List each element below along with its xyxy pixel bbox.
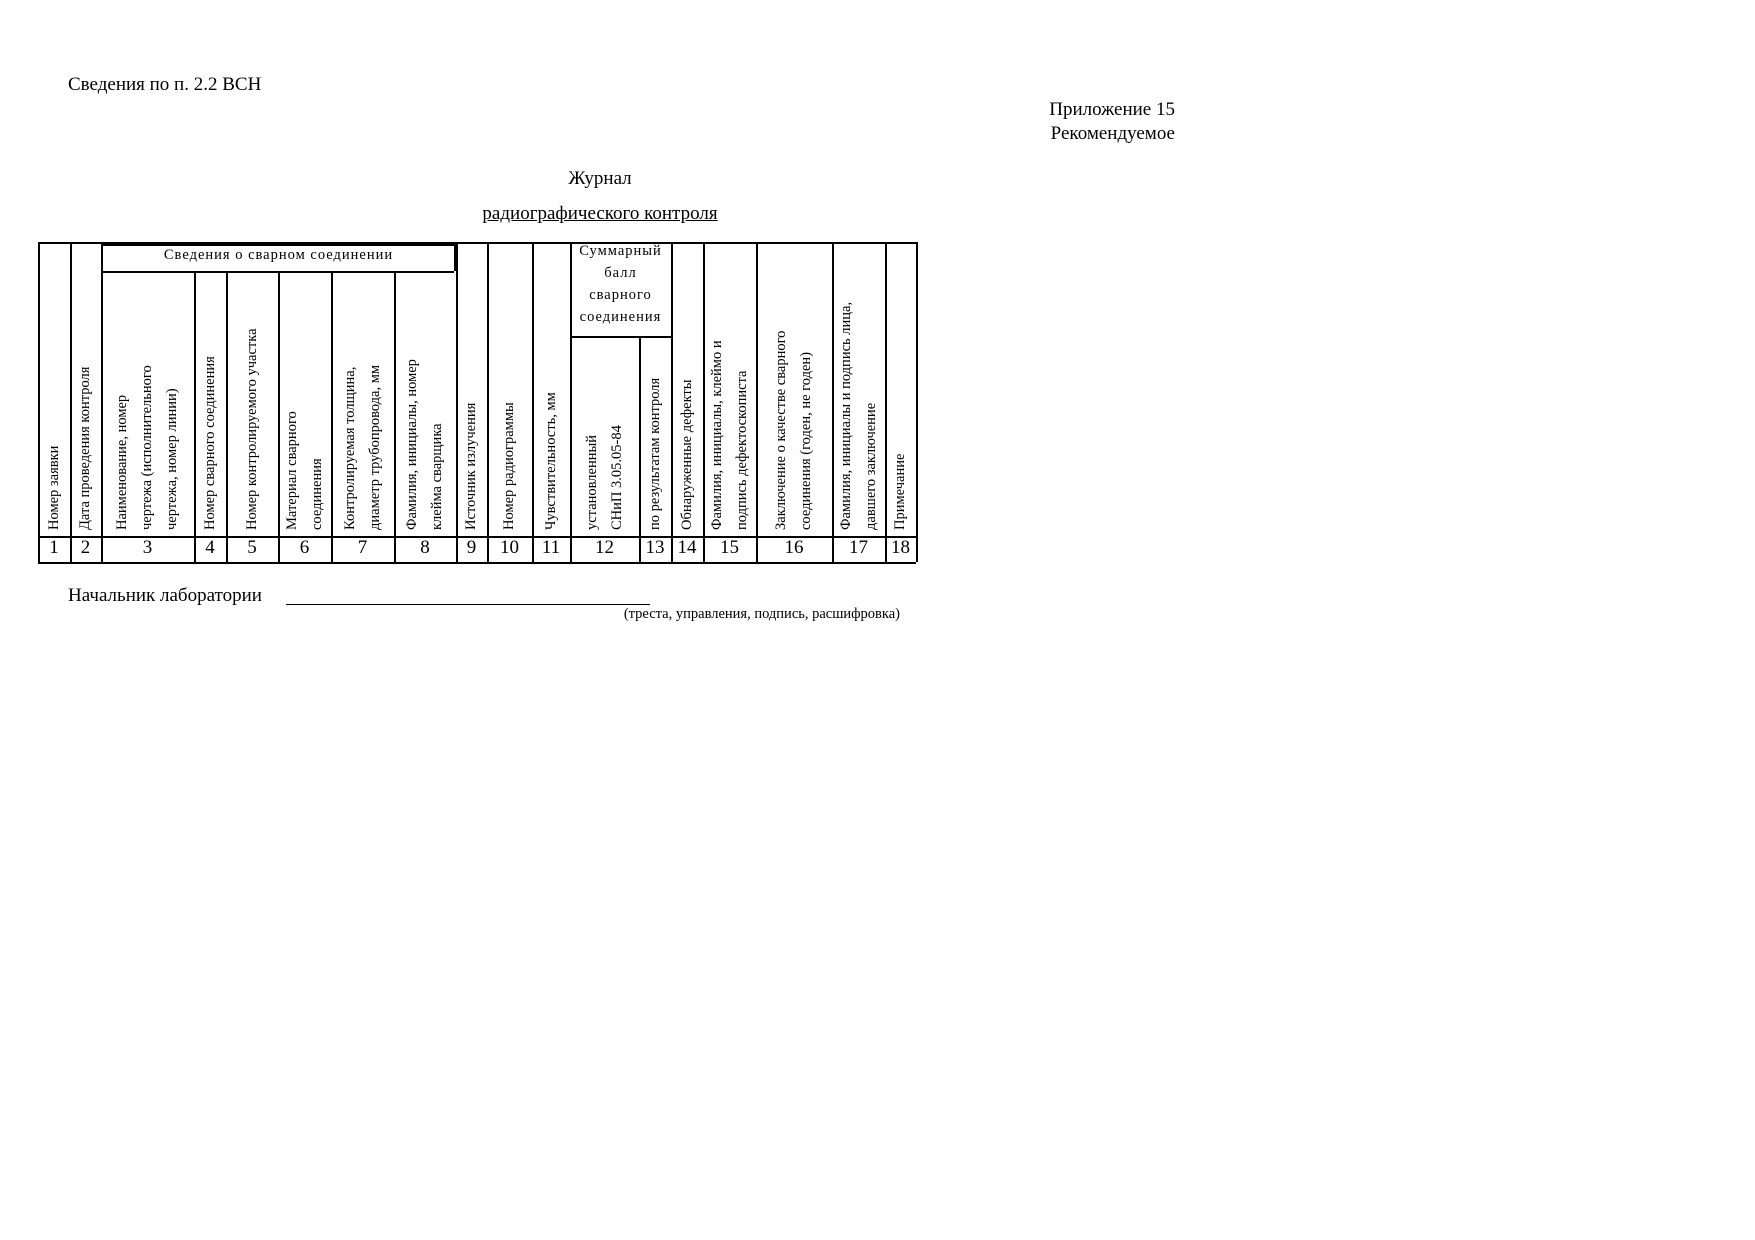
- group-total-score-line: балл: [604, 265, 637, 281]
- column-header-3: [110, 365, 185, 530]
- signature-label: Начальник лаборатории: [68, 585, 262, 606]
- table-vline: [756, 242, 758, 562]
- column-number: 1: [49, 537, 59, 558]
- column-number: 13: [645, 537, 665, 558]
- column-number: 16: [784, 537, 804, 558]
- top-note: Сведения по п. 2.2 ВСН: [68, 74, 262, 95]
- table-vline: [639, 336, 641, 562]
- column-number: 6: [299, 537, 310, 558]
- column-header-line: Обнаруженные дефекты: [678, 379, 695, 530]
- column-header-line: Чувствительность, мм: [542, 392, 559, 530]
- column-number: 4: [205, 537, 215, 558]
- column-header-14: [675, 379, 700, 530]
- group-total-score-line: соединения: [579, 309, 662, 325]
- appendix-number: Приложение 15: [1049, 99, 1175, 120]
- column-header-9: [459, 403, 484, 530]
- column-number: 3: [142, 537, 153, 558]
- signature-line: [286, 604, 650, 605]
- column-header-line: Номер контролируемого участка: [243, 328, 260, 530]
- column-header-line: Номер сварного соединения: [201, 356, 218, 530]
- group-total-score-title: [570, 240, 671, 328]
- table-vline: [194, 272, 196, 562]
- column-header-8: [400, 359, 450, 530]
- column-header-13: [643, 378, 668, 530]
- signature-hint: (треста, управления, подпись, расшифровка): [623, 606, 900, 622]
- appendix-status: Рекомендуемое: [1050, 123, 1175, 144]
- journal-subtitle: радиографического контроля: [482, 203, 718, 224]
- column-header-line: Номер заявки: [45, 445, 62, 530]
- column-header-line: СНиП 3.05.05-84: [608, 425, 625, 530]
- column-header-line: Примечание: [892, 453, 908, 530]
- column-number: 15: [720, 537, 739, 558]
- column-header-7: [338, 365, 388, 530]
- table-vline: [456, 242, 458, 562]
- table-vline: [916, 242, 918, 562]
- column-header-line: соединения (годен, не годен): [798, 352, 814, 530]
- column-header-5: [240, 328, 265, 530]
- table-vline: [331, 272, 333, 562]
- column-header-15: [705, 340, 755, 530]
- column-header-11: [539, 392, 564, 530]
- group-score-bottom: [570, 336, 671, 338]
- table-vline: [226, 272, 228, 562]
- group-welded-joint-title: Сведения о сварном соединении: [163, 247, 394, 263]
- table-vline: [885, 242, 887, 562]
- column-number: 2: [80, 537, 91, 558]
- column-header-1: [42, 446, 67, 530]
- column-number: 5: [247, 537, 257, 558]
- column-header-line: соединения: [309, 458, 325, 530]
- table-vline: [38, 242, 40, 562]
- column-header-17: [834, 302, 884, 530]
- column-header-4: [198, 356, 223, 530]
- appendix-label: [1000, 98, 1175, 146]
- column-header-18: [888, 454, 913, 530]
- column-header-line: чертежа (исполнительного: [139, 365, 155, 530]
- column-header-line: Контролируемая толщина,: [341, 366, 358, 530]
- column-header-16: [769, 331, 819, 530]
- table-vline: [532, 242, 534, 562]
- column-header-line: Номер радиограммы: [501, 402, 517, 530]
- column-header-line: Наименование, номер: [114, 394, 130, 530]
- column-header-line: Материал сварного: [284, 411, 300, 530]
- column-number: 7: [357, 537, 368, 558]
- journal-title: Журнал: [568, 168, 632, 189]
- column-number: 8: [420, 537, 430, 558]
- table-vline: [70, 242, 72, 562]
- column-number: 18: [891, 537, 910, 558]
- group-total-score-line: сварного: [589, 287, 652, 303]
- column-header-6: [280, 411, 330, 530]
- column-header-line: Фамилия, инициалы и подпись лица,: [838, 301, 854, 530]
- table-vline: [101, 242, 103, 562]
- column-header-line: Фамилия, инициалы, номер: [404, 359, 420, 530]
- column-number: 17: [849, 537, 868, 558]
- table-vline: [394, 272, 396, 562]
- column-header-line: установленный: [583, 435, 600, 530]
- column-header-line: Дата проведения контроля: [77, 366, 93, 530]
- column-number: 10: [500, 537, 519, 558]
- column-header-line: Источник излучения: [463, 402, 479, 530]
- column-header-line: Фамилия, инициалы, клеймо и: [709, 340, 725, 530]
- table-bottom-border: [38, 562, 916, 564]
- column-number: 14: [677, 537, 697, 558]
- group-welded-bottom: [101, 271, 454, 273]
- column-header-line: давшего заключение: [863, 402, 879, 530]
- column-header-line: чертежа, номер линии): [164, 388, 180, 530]
- column-number: 12: [595, 537, 614, 558]
- table-vline: [671, 242, 673, 562]
- column-header-12: [580, 425, 630, 530]
- column-header-line: по результатам контроля: [646, 377, 663, 530]
- column-header-line: Заключение о качестве сварного: [773, 330, 789, 530]
- column-number: 9: [466, 537, 477, 558]
- column-header-line: подпись дефектоскописта: [734, 370, 750, 530]
- column-header-line: диаметр трубопровода, мм: [366, 364, 383, 530]
- table-vline: [487, 242, 489, 562]
- column-header-line: клейма сварщика: [429, 423, 445, 530]
- column-number: 11: [541, 537, 561, 558]
- column-header-10: [497, 402, 522, 530]
- group-total-score-line: Суммарный: [579, 243, 662, 259]
- column-header-2: [73, 367, 98, 530]
